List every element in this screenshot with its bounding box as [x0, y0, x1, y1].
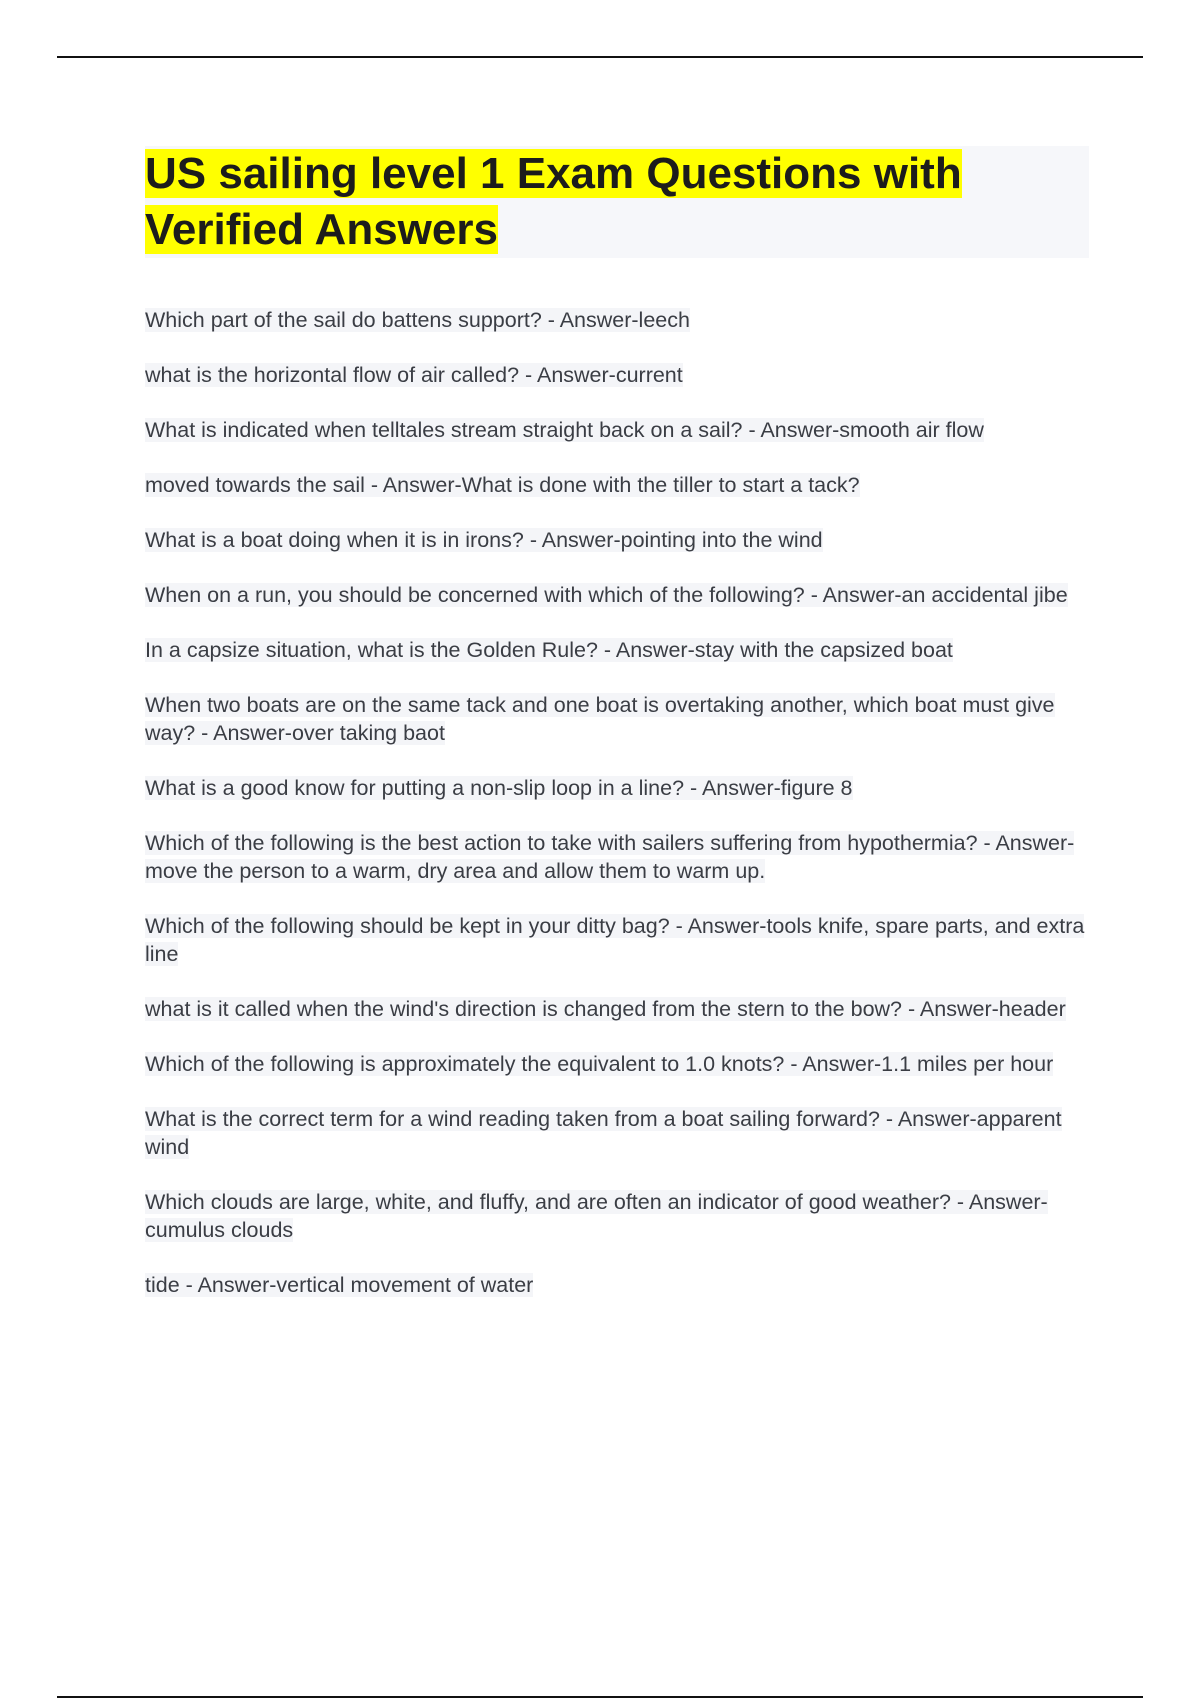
qa-item: Which part of the sail do battens support? - Answer-leech: [145, 308, 690, 332]
document-title: [145, 146, 1089, 258]
footer-rule: [57, 1696, 1143, 1698]
qa-item: Which of the following is approximately the equivalent to 1.0 knots? - Answer-1.1 miles per hour: [145, 1052, 1054, 1076]
document-body: [145, 146, 1089, 1326]
title-block: [145, 146, 1089, 258]
qa-list: [145, 306, 1089, 1299]
qa-item: Which of the following is the best action to take with sailers suffering from hypothermia? - Answer-move the person to a warm, dry area and allow them to warm up.: [145, 831, 1075, 883]
header-rule: [57, 56, 1143, 58]
qa-item: When two boats are on the same tack and one boat is overtaking another, which boat must give way? - Answer-over taking baot: [145, 693, 1055, 745]
title-highlight: US sailing level 1 Exam Questions with Verified Answers: [145, 149, 962, 254]
qa-item: Which of the following should be kept in your ditty bag? - Answer-tools knife, spare parts, and extra line: [145, 914, 1085, 966]
qa-item: tide - Answer-vertical movement of water: [145, 1273, 534, 1297]
qa-item: what is the horizontal flow of air called? - Answer-current: [145, 363, 683, 387]
qa-item: moved towards the sail - Answer-What is done with the tiller to start a tack?: [145, 473, 860, 497]
qa-item: When on a run, you should be concerned with which of the following? - Answer-an accidental jibe: [145, 583, 1068, 607]
qa-item: What is a good know for putting a non-slip loop in a line? - Answer-figure 8: [145, 776, 853, 800]
qa-item: What is the correct term for a wind reading taken from a boat sailing forward? - Answer-apparent wind: [145, 1107, 1062, 1159]
qa-item: In a capsize situation, what is the Golden Rule? - Answer-stay with the capsized boat: [145, 638, 953, 662]
qa-item: Which clouds are large, white, and fluffy, and are often an indicator of good weather? - Answer-cumulus clouds: [145, 1190, 1048, 1242]
qa-item: What is indicated when telltales stream straight back on a sail? - Answer-smooth air flow: [145, 418, 984, 442]
qa-item: What is a boat doing when it is in irons? - Answer-pointing into the wind: [145, 528, 823, 552]
qa-item: what is it called when the wind's direction is changed from the stern to the bow? - Answer-header: [145, 997, 1066, 1021]
